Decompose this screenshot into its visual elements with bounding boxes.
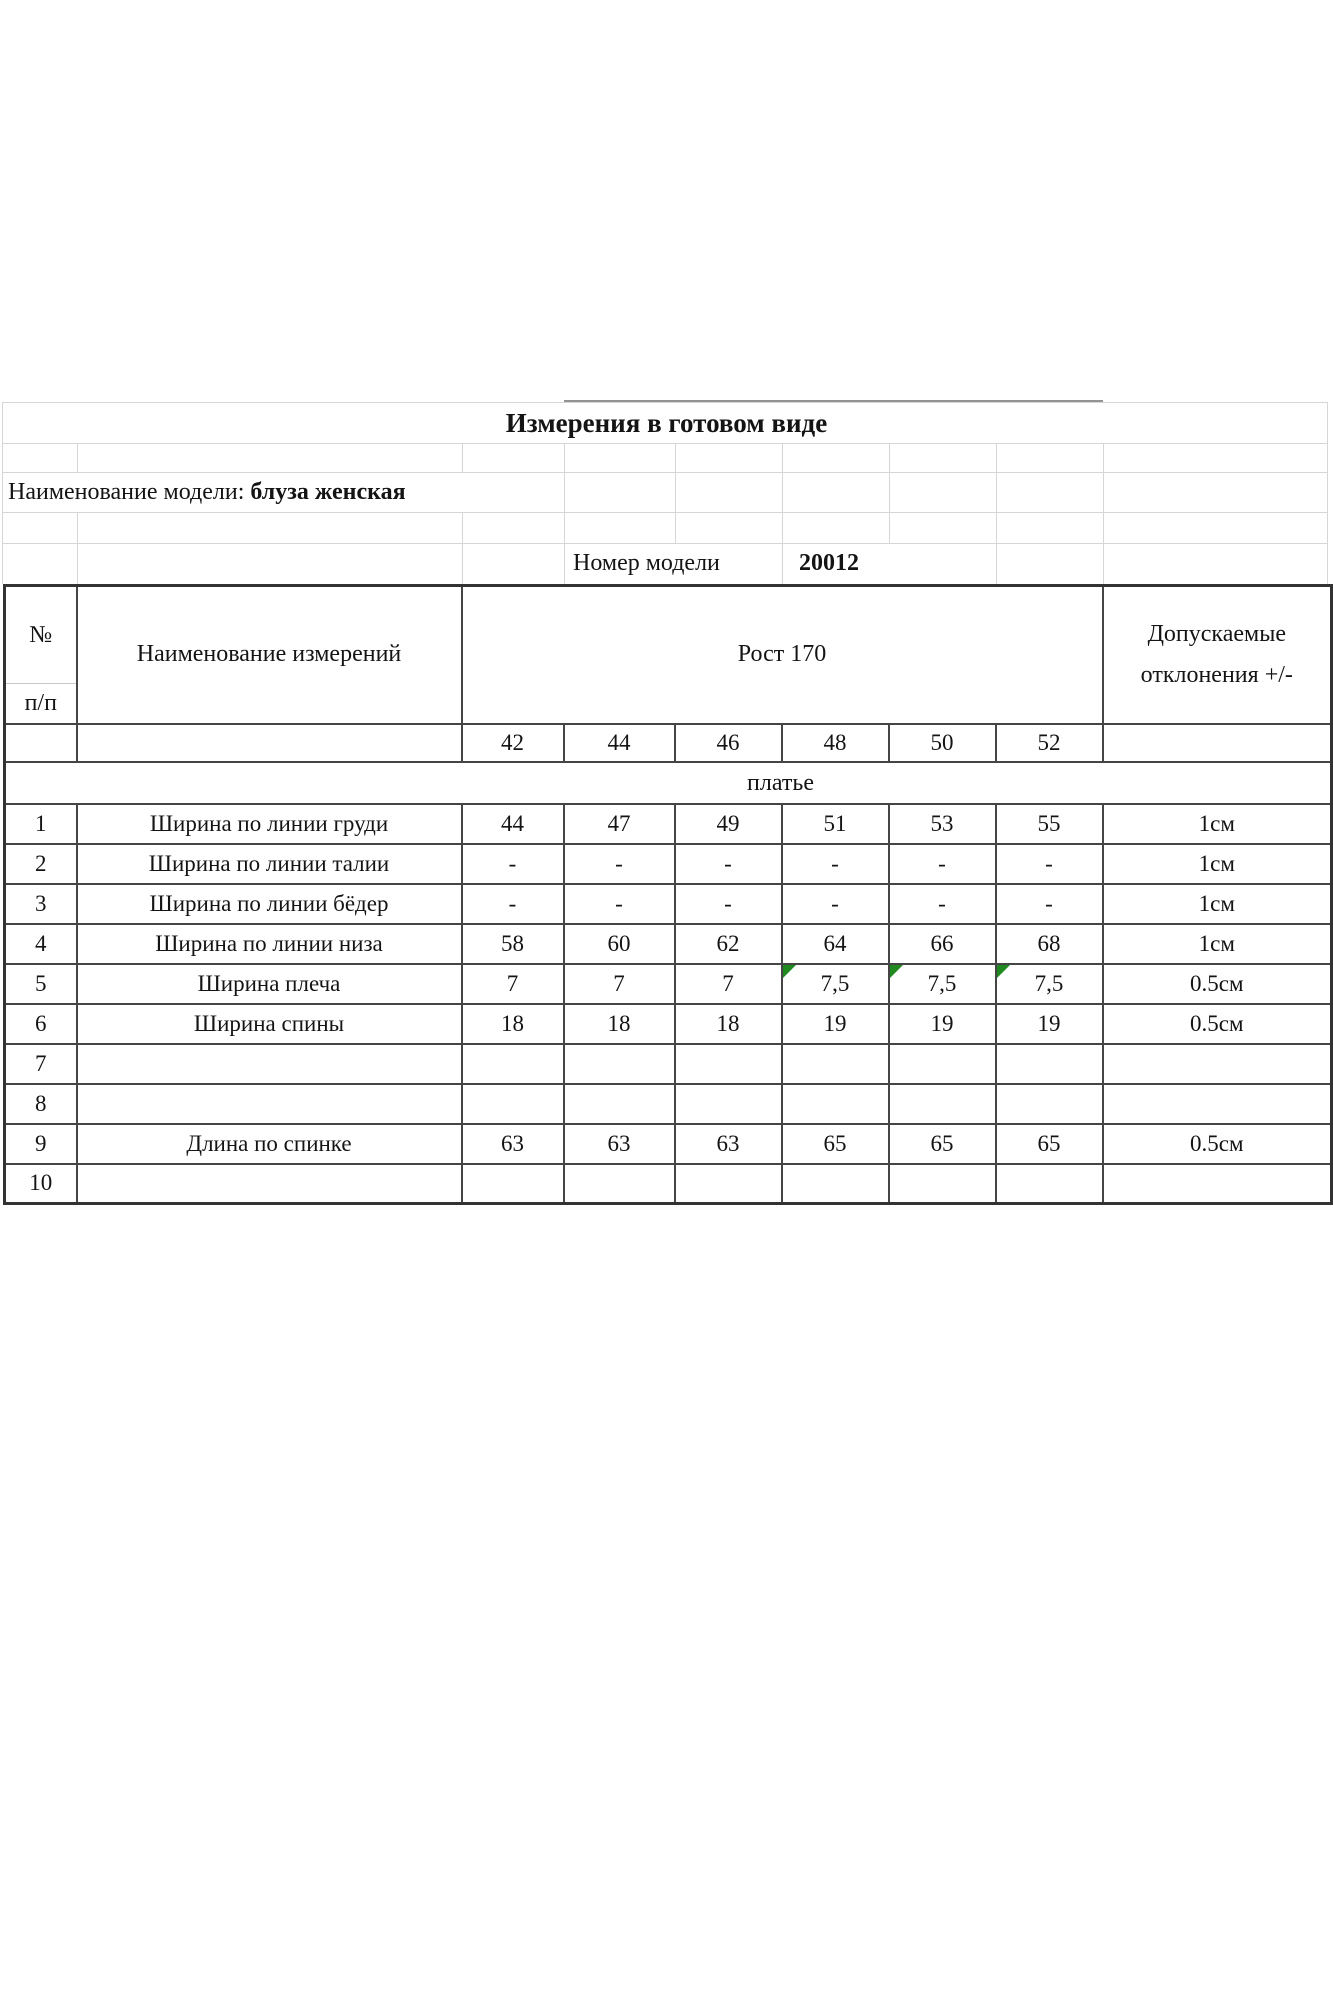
value-cell xyxy=(564,1084,675,1124)
value-cell: - xyxy=(462,844,564,884)
value-cell: 18 xyxy=(462,1004,564,1044)
gridline xyxy=(996,472,997,512)
value-cell: 65 xyxy=(996,1124,1103,1164)
row-number-cell: 5 xyxy=(5,964,77,1004)
value-cell: 18 xyxy=(564,1004,675,1044)
gridline xyxy=(889,443,890,472)
model-number-label: Номер модели xyxy=(573,550,720,576)
measurement-name-cell: Длина по спинке xyxy=(77,1124,462,1164)
value-cell: 60 xyxy=(564,924,675,964)
measurement-name-cell: Ширина по линии бёдер xyxy=(77,884,462,924)
value-cell xyxy=(675,1084,782,1124)
gridline xyxy=(77,443,78,472)
value-cell xyxy=(675,1164,782,1204)
model-name-line xyxy=(8,473,406,512)
value-cell: - xyxy=(564,884,675,924)
table-row xyxy=(5,1084,1332,1124)
value-cell: 63 xyxy=(564,1124,675,1164)
empty-cell xyxy=(77,724,462,762)
table-row xyxy=(5,804,1332,844)
gridline xyxy=(889,472,890,512)
document-title: Измерения в готовом виде xyxy=(505,408,828,438)
size-header-cell: 46 xyxy=(675,724,782,762)
value-cell xyxy=(462,1044,564,1084)
size-header-cell: 44 xyxy=(564,724,675,762)
value-cell xyxy=(462,1164,564,1204)
value-cell: 19 xyxy=(996,1004,1103,1044)
gridline xyxy=(1103,443,1104,472)
value-cell xyxy=(996,1084,1103,1124)
value-cell: 65 xyxy=(889,1124,996,1164)
green-corner-marker xyxy=(997,965,1010,978)
col-header-name: Наименование измерений xyxy=(77,586,462,724)
top-border-segment xyxy=(564,400,1103,402)
value-cell xyxy=(782,1164,889,1204)
gridline xyxy=(1327,472,1328,512)
empty-cell xyxy=(1103,724,1332,762)
gridline xyxy=(2,472,3,512)
gridline xyxy=(77,543,78,584)
size-header-cell: 50 xyxy=(889,724,996,762)
col-header-num-cell xyxy=(5,586,77,724)
tolerance-cell: 1см xyxy=(1103,884,1332,924)
measurement-name-cell xyxy=(77,1044,462,1084)
value-cell: - xyxy=(675,884,782,924)
model-name-value: блуза женская xyxy=(250,479,406,505)
value-cell xyxy=(675,1044,782,1084)
value-cell: 51 xyxy=(782,804,889,844)
gridline xyxy=(996,543,997,584)
gridline xyxy=(1327,512,1328,543)
gridline xyxy=(675,472,676,512)
value-cell: 55 xyxy=(996,804,1103,844)
model-number-value: 20012 xyxy=(799,550,859,576)
row-number-cell: 3 xyxy=(5,884,77,924)
gridline xyxy=(1103,543,1104,584)
gridline xyxy=(77,512,78,543)
tolerance-header-line2: отклонения +/- xyxy=(1140,661,1293,688)
value-cell: - xyxy=(996,884,1103,924)
section-row xyxy=(5,762,1332,804)
gridline xyxy=(2,543,3,584)
gridline xyxy=(2,443,1328,444)
model-name-label: Наименование модели: xyxy=(8,479,245,505)
gridline xyxy=(462,512,463,543)
tolerance-cell: 0.5см xyxy=(1103,1124,1332,1164)
value-cell: 49 xyxy=(675,804,782,844)
value-cell: 62 xyxy=(675,924,782,964)
table-row xyxy=(5,924,1332,964)
size-header-cell: 42 xyxy=(462,724,564,762)
value-cell xyxy=(462,1084,564,1124)
gridline xyxy=(782,543,783,584)
table-row xyxy=(5,844,1332,884)
value-cell: 19 xyxy=(782,1004,889,1044)
gridline xyxy=(1103,472,1104,512)
tolerance-cell: 1см xyxy=(1103,804,1332,844)
size-header-cell: 48 xyxy=(782,724,889,762)
measurements-table xyxy=(3,584,1333,1205)
row-number-cell: 7 xyxy=(5,1044,77,1084)
value-cell: - xyxy=(889,844,996,884)
col-header-growth: Рост 170 xyxy=(462,586,1103,724)
col-header-num-sub: п/п xyxy=(24,689,57,716)
gridline xyxy=(564,543,565,584)
tolerance-cell xyxy=(1103,1084,1332,1124)
gridline xyxy=(996,512,997,543)
gridline xyxy=(675,512,676,543)
gridline xyxy=(675,443,676,472)
row-number-cell: 2 xyxy=(5,844,77,884)
table-header-row xyxy=(5,586,1332,724)
value-cell xyxy=(564,1164,675,1204)
gridline xyxy=(2,443,3,472)
gridline xyxy=(1327,443,1328,472)
value-cell xyxy=(782,1044,889,1084)
value-cell: 64 xyxy=(782,924,889,964)
table-row xyxy=(5,884,1332,924)
value-cell: 19 xyxy=(889,1004,996,1044)
gridline xyxy=(564,512,565,543)
value-cell: 53 xyxy=(889,804,996,844)
value-cell: 63 xyxy=(462,1124,564,1164)
tolerance-header-line1: Допускаемые xyxy=(1147,620,1286,647)
value-cell: 65 xyxy=(782,1124,889,1164)
measurement-name-cell xyxy=(77,1164,462,1204)
col-header-tolerance xyxy=(1103,586,1332,724)
green-corner-marker xyxy=(890,965,903,978)
gridline xyxy=(782,443,783,472)
value-cell: 7 xyxy=(675,964,782,1004)
table-row xyxy=(5,964,1332,1004)
row-number-cell: 9 xyxy=(5,1124,77,1164)
row-number-cell: 6 xyxy=(5,1004,77,1044)
value-cell: - xyxy=(889,884,996,924)
measurement-name-cell: Ширина по линии низа xyxy=(77,924,462,964)
value-cell: 7 xyxy=(462,964,564,1004)
measurement-name-cell xyxy=(77,1084,462,1124)
value-cell xyxy=(889,1084,996,1124)
gridline xyxy=(2,512,3,543)
value-cell: 66 xyxy=(889,924,996,964)
gridline xyxy=(782,512,783,543)
measurement-name-cell: Ширина по линии талии xyxy=(77,844,462,884)
value-cell: 68 xyxy=(996,924,1103,964)
value-cell: 7,5 xyxy=(889,964,996,1004)
gridline xyxy=(2,512,1328,513)
value-cell: 7,5 xyxy=(782,964,889,1004)
value-cell: - xyxy=(782,844,889,884)
gridline xyxy=(889,512,890,543)
row-number-cell: 8 xyxy=(5,1084,77,1124)
gridline xyxy=(462,543,463,584)
value-cell: 7,5 xyxy=(996,964,1103,1004)
value-cell: 44 xyxy=(462,804,564,844)
value-cell: - xyxy=(782,884,889,924)
measurement-name-cell: Ширина спины xyxy=(77,1004,462,1044)
gridline xyxy=(782,472,783,512)
section-label: платье xyxy=(747,769,814,796)
row-number-cell: 1 xyxy=(5,804,77,844)
value-cell: - xyxy=(462,884,564,924)
gridline xyxy=(996,443,997,472)
tolerance-cell xyxy=(1103,1164,1332,1204)
gridline xyxy=(1327,543,1328,584)
measurement-name-cell: Ширина по линии груди xyxy=(77,804,462,844)
table-row xyxy=(5,1124,1332,1164)
row-number-cell: 10 xyxy=(5,1164,77,1204)
gridline xyxy=(1103,512,1104,543)
value-cell xyxy=(996,1044,1103,1084)
value-cell xyxy=(889,1044,996,1084)
size-header-cell: 52 xyxy=(996,724,1103,762)
value-cell: 18 xyxy=(675,1004,782,1044)
value-cell: 7 xyxy=(564,964,675,1004)
col-header-num: № xyxy=(6,587,76,684)
value-cell: - xyxy=(564,844,675,884)
gridline xyxy=(564,443,565,472)
green-corner-marker xyxy=(783,965,796,978)
tolerance-cell: 0.5см xyxy=(1103,1004,1332,1044)
value-cell xyxy=(782,1084,889,1124)
value-cell: - xyxy=(996,844,1103,884)
value-cell: 63 xyxy=(675,1124,782,1164)
tolerance-cell: 1см xyxy=(1103,924,1332,964)
sizes-row xyxy=(5,724,1332,762)
value-cell xyxy=(564,1044,675,1084)
tolerance-cell xyxy=(1103,1044,1332,1084)
table-row xyxy=(5,1164,1332,1204)
value-cell: 47 xyxy=(564,804,675,844)
value-cell xyxy=(889,1164,996,1204)
table-row xyxy=(5,1044,1332,1084)
gridline xyxy=(564,472,565,512)
value-cell: 58 xyxy=(462,924,564,964)
table-row xyxy=(5,1004,1332,1044)
value-cell: - xyxy=(675,844,782,884)
section-cell xyxy=(5,762,1332,804)
tolerance-cell: 0.5см xyxy=(1103,964,1332,1004)
measurement-name-cell: Ширина плеча xyxy=(77,964,462,1004)
gridline xyxy=(462,443,463,472)
value-cell xyxy=(996,1164,1103,1204)
tolerance-cell: 1см xyxy=(1103,844,1332,884)
row-number-cell: 4 xyxy=(5,924,77,964)
empty-cell xyxy=(5,724,77,762)
